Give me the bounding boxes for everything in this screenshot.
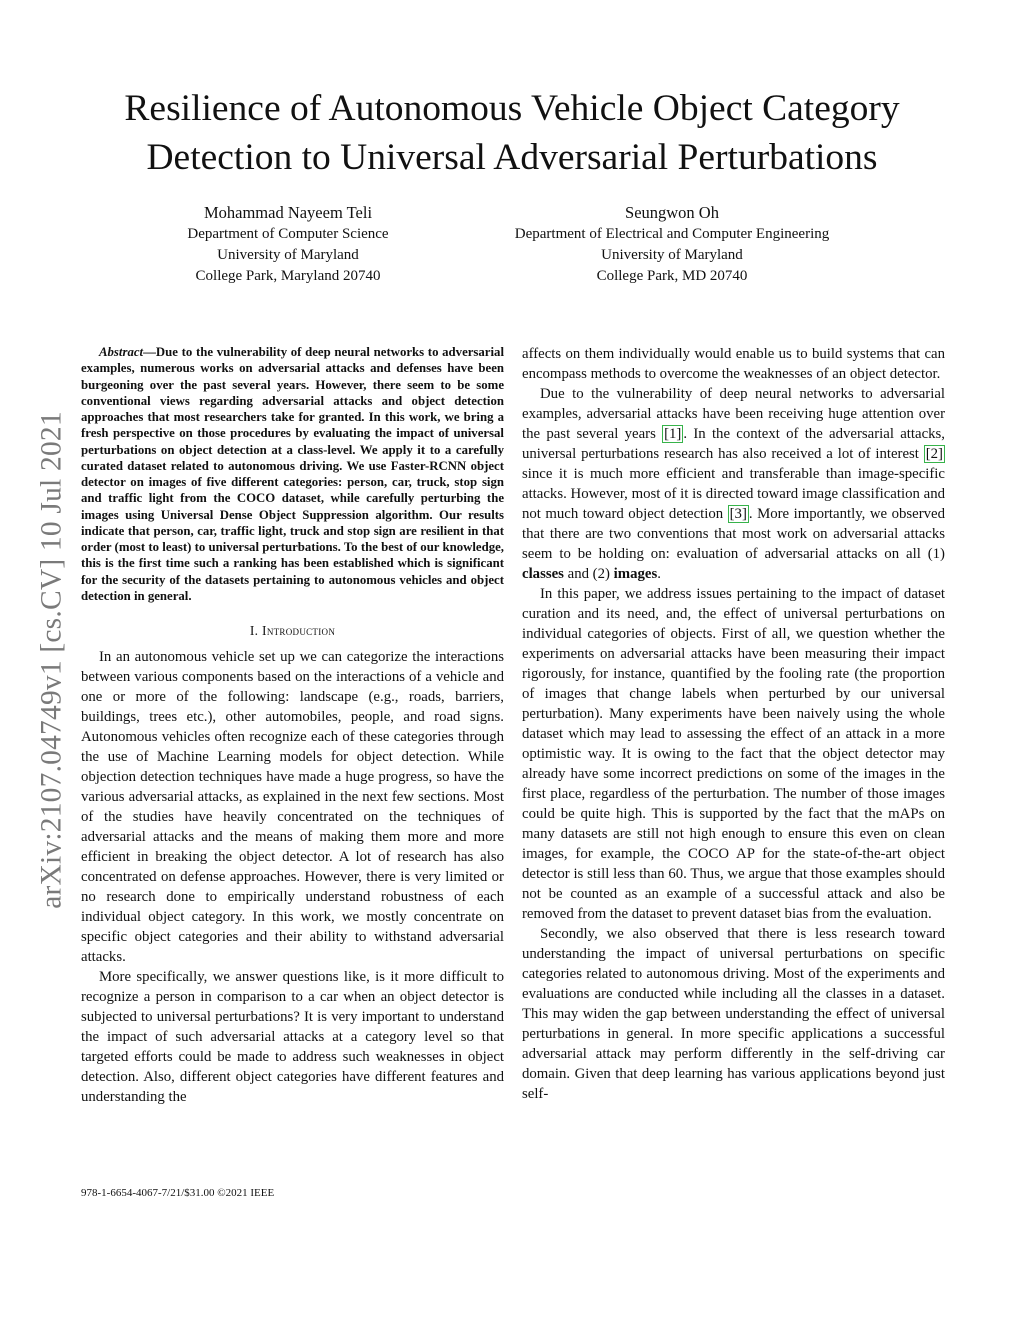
copyright-footnote: 978-1-6654-4067-7/21/$31.00 ©2021 IEEE	[81, 1187, 275, 1199]
author-department: Department of Computer Science	[187, 226, 389, 242]
arxiv-identifier: arXiv:2107.04749v1 [cs.CV] 10 Jul 2021	[35, 411, 68, 909]
author-block-1	[78, 202, 498, 287]
author-university: University of Maryland	[601, 247, 743, 263]
author-block-2	[462, 202, 882, 287]
right-column	[522, 344, 945, 1104]
abstract-text: —Due to the vulnerability of deep neural networks to adversarial examples, numerous works on adversarial attacks and defenses have been burgeoning over the past several years. However, there seem to be some conventional views regarding adversarial attacks and object detection approaches that most researchers take for granted. In this work, we bring a fresh perspective on those procedures by evaluating the impact of universal perturbations on object detection at a class-level. We apply it to a carefully curated dataset related to autonomous driving. We use Faster-RCNN object detector on images of five different categories: person, car, truck, stop sign and traffic light from the COCO dataset, while carefully perturbing the images using Universal Dense Object Suppression algorithm. Our results indicate that person, car, traffic light, truck and stop sign are resilient in that order (most to least) to universal perturbations. To the best of our knowledge, this is the first time such a ranking has been established which is significant for the security of the datasets pertaining to autonomous vehicles and object detection in general.	[81, 345, 504, 603]
bold-images: images	[613, 566, 658, 582]
author-university: University of Maryland	[217, 247, 359, 263]
paper-title: Resilience of Autonomous Vehicle Object Category Detection to Universal Adversarial Perturbations	[124, 88, 900, 178]
section-heading-introduction	[81, 622, 504, 640]
citation-link-1[interactable]: [1]	[664, 426, 682, 442]
bold-classes: classes	[522, 566, 564, 582]
continued-paragraph: affects on them individually would enable us to build systems that can encompass methods to overcome the weaknesses of an object detector.	[522, 346, 945, 382]
section-numeral: I.	[249, 623, 259, 638]
intro-paragraph-4: In this paper, we address issues pertaining to the impact of dataset curation and its need, and, the effect of universal perturbations on individual categories of objects. First of all, we question whether the experiments on adversarial attacks have been measuring their impact rigorously, for instance, quantified by the fooling rate (the proportion of images that change labels when perturbed by our universal perturbation). Many experiments have been naively using the whole dataset which may lead to assessing the effect of an attack in a more optimistic way. It is owing to the fact that the object detector may already have some incorrect predictions on some of the images in the first place, regardless of the perturbation. The number of those images could be quite high. This is supported by the fact that the mAPs on many datasets are still not high enough to ensure this even on clean images, for example, the COCO AP for the state-of-the-art object detector is still less than 60. Thus, we argue that those examples should not be counted as an example of a successful attack and also be removed from the dataset to prevent dataset bias from the evaluation.	[522, 586, 945, 922]
text-run: Due to the vulnerability of deep neural networks to adversarial examples, adversarial attacks have been receiving huge attention over the past several years	[522, 386, 945, 442]
text-run: and (2)	[563, 566, 614, 582]
section-title: Introduction	[262, 623, 336, 638]
author-address: College Park, MD 20740	[596, 268, 748, 284]
abstract-label: Abstract	[99, 345, 144, 359]
text-run: since it is much more efficient and transferable than image-specific attacks. However, most of it is directed toward image classification and not much toward object detection	[522, 466, 945, 522]
text-run: .	[657, 566, 661, 582]
abstract	[81, 344, 504, 604]
intro-paragraph-5: Secondly, we also observed that there is less research toward understanding the impact of universal perturbations on specific categories related to autonomous driving. Most of the experiments and evaluations are conducted while including all the classes in a dataset. This may widen the gap between understanding the effect of universal perturbations in general. In more specific applications a successful adversarial attack may perform differently in the self-driving car domain. Given that deep learning has various applications beyond just self-	[522, 926, 945, 1102]
text-run: . More importantly, we observed that there are two conventions that most work on adversarial attacks seem to be holding on: evaluation of adversarial attacks on all (1)	[522, 506, 945, 562]
author-name: Mohammad Nayeem Teli	[203, 203, 373, 222]
intro-paragraph-2: More specifically, we answer questions like, is it more difficult to recognize a person in comparison to a car when an object detector is subjected to universal perturbations? It is very important to understand the impact of such adversarial attacks at a category level so that targeted efforts could be made to address such weaknesses in object detection. Also, different object categories have different features and understanding the	[81, 969, 504, 1105]
text-run: . In the context of the adversarial attacks, universal perturbations research has also received a lot of interest	[522, 426, 945, 462]
author-address: College Park, Maryland 20740	[195, 268, 381, 284]
author-name: Seungwon Oh	[625, 203, 719, 222]
intro-paragraph-1: In an autonomous vehicle set up we can categorize the interactions between various components based on the interactions of a vehicle and one or more of the following: landscape (e.g., roads, barriers, buildings, trees etc.), other automobiles, people, and road signs. Autonomous vehicles often recognize each of these categories through the use of Machine Learning models for object detection. While objection detection techniques have made a huge progress, so have the various adversarial attacks, as explained in the next few sections. Most of the studies have heavily concentrated on the techniques of adversarial attacks and the means of making them more and more efficient in breaking the object detector. A lot of research has also concentrated on defense approaches. However, there is very limited or no research done to empirically understand robustness of each individual object category. In this work, we mostly concentrate on specific object categories and their ability to withstand adversarial attacks.	[81, 649, 504, 965]
left-column	[81, 344, 504, 1107]
intro-paragraph-3	[522, 384, 945, 584]
citation-link-2[interactable]: [2]	[925, 446, 943, 462]
citation-link-3[interactable]: [3]	[729, 506, 747, 522]
author-department: Department of Electrical and Computer Engineering	[514, 226, 830, 242]
